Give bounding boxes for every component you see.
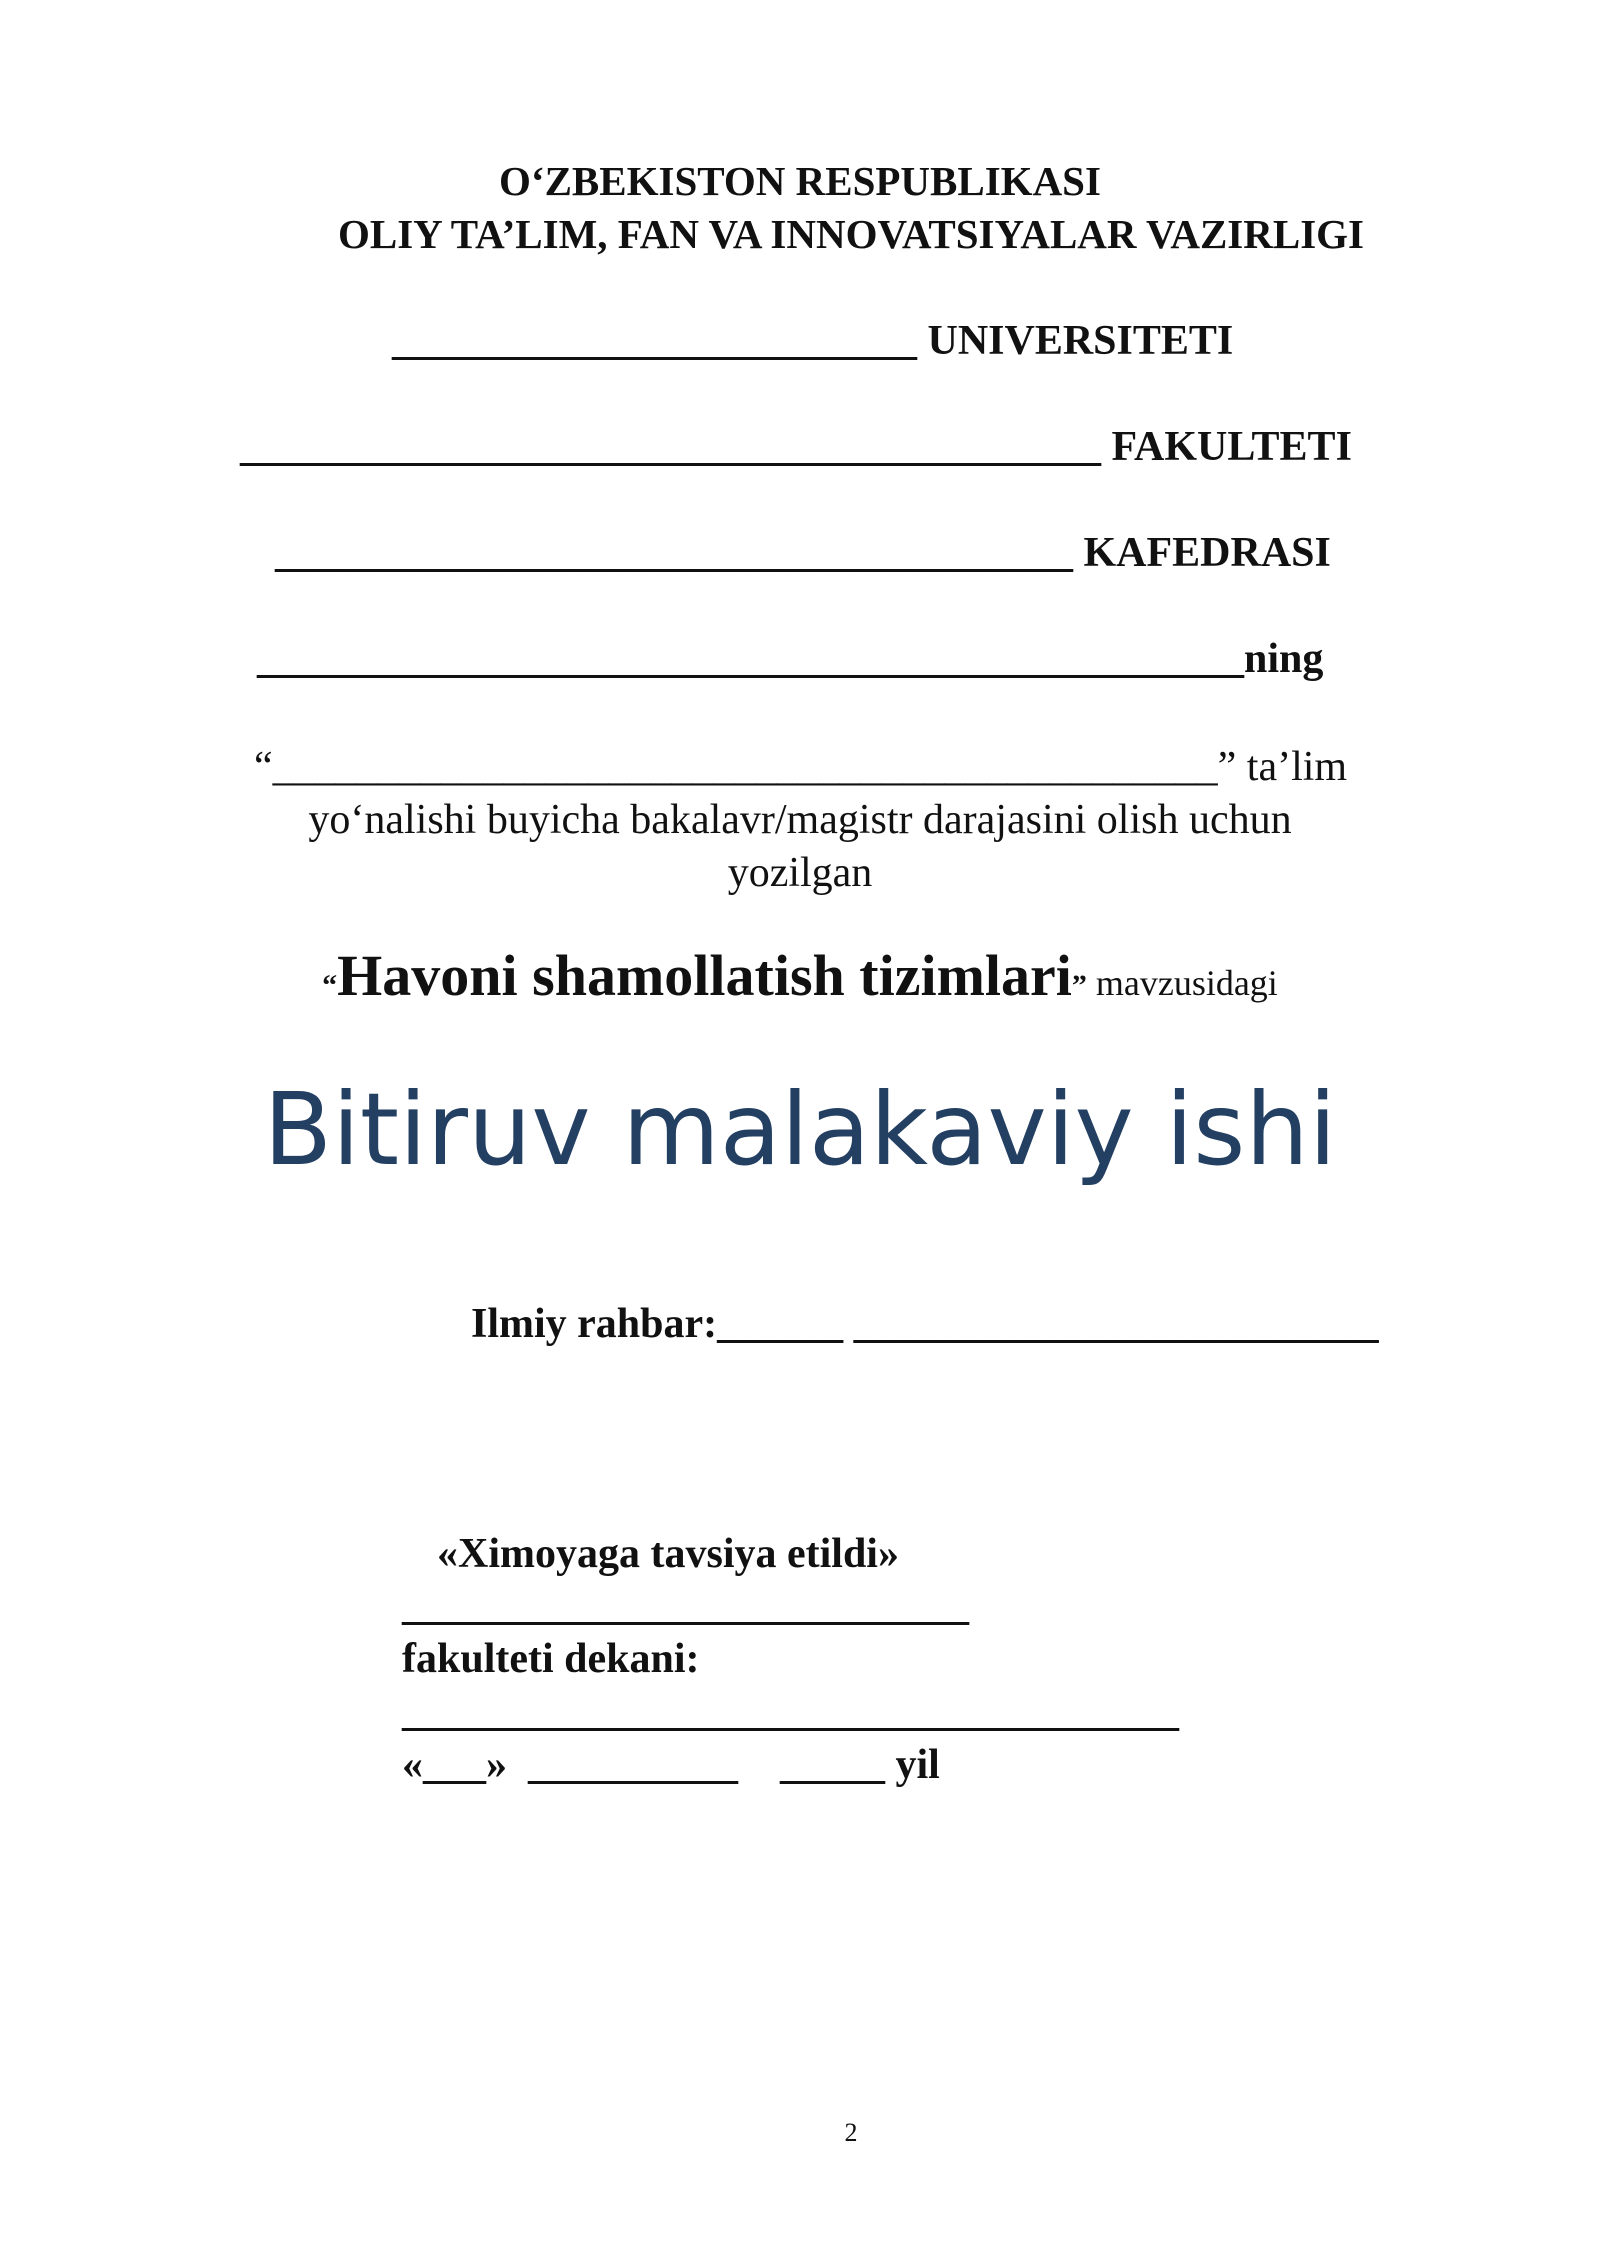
department-blank: ______________________________________ <box>275 530 1073 576</box>
approval-title: «Ximoyaga tavsiya etildi» <box>437 1531 899 1577</box>
supervisor-blank-long: _________________________ <box>853 1301 1379 1347</box>
topic-suffix: mavzusidagi <box>1086 963 1278 1003</box>
topic-title: Havoni shamollatish tizimlari <box>337 943 1072 1008</box>
direction-line1 <box>254 740 1347 794</box>
direction-line3: yozilgan <box>727 850 873 896</box>
student-suffix: ning <box>1244 636 1324 682</box>
faculty-field <box>240 420 1352 474</box>
topic-open-quote: “ <box>322 969 338 1002</box>
direction-blank: _____________________________________________ <box>272 744 1218 790</box>
supervisor-label: Ilmiy rahbar: <box>471 1301 718 1347</box>
department-label: KAFEDRASI <box>1083 530 1331 576</box>
approval-signature-line: ___________________________ <box>402 1583 969 1629</box>
faculty-label: FAKULTETI <box>1111 424 1352 470</box>
page-number: 2 <box>844 2118 858 2147</box>
direction-line2: yo‘nalishi buyicha bakalavr/magistr darajasini olish uchun <box>308 797 1292 843</box>
university-label: UNIVERSITETI <box>927 318 1234 364</box>
student-field <box>257 632 1323 686</box>
ministry-header-line1: O‘ZBEKISTON RESPUBLIKASI <box>499 158 1101 204</box>
supervisor-blank-short: ______ <box>717 1301 844 1347</box>
dean-label: fakulteti dekani: <box>402 1636 700 1682</box>
date-day: «___» <box>402 1742 507 1788</box>
document-title: Bitiruv malakaviy ishi <box>263 1071 1337 1188</box>
date-year: _____ <box>780 1742 885 1788</box>
ministry-header-line2: OLIY TA’LIM, FAN VA INNOVATSIYALAR VAZIRLIGI <box>337 211 1365 257</box>
topic-line <box>0 940 1600 1027</box>
student-blank: _______________________________________________ <box>257 636 1244 682</box>
direction-close: ” ta’lim <box>1217 744 1348 790</box>
faculty-blank: _________________________________________ <box>240 424 1101 470</box>
university-field <box>392 314 1233 368</box>
university-blank: _________________________ <box>392 318 917 364</box>
approval-date <box>402 1738 940 1792</box>
date-month: __________ <box>528 1742 738 1788</box>
dean-signature-line: _____________________________________ <box>402 1689 1179 1735</box>
topic-close-quote: ” <box>1071 969 1087 1002</box>
department-field <box>275 526 1331 580</box>
direction-open-quote: “ <box>254 744 273 790</box>
supervisor-field <box>471 1297 1379 1351</box>
date-suffix: yil <box>895 1742 940 1788</box>
